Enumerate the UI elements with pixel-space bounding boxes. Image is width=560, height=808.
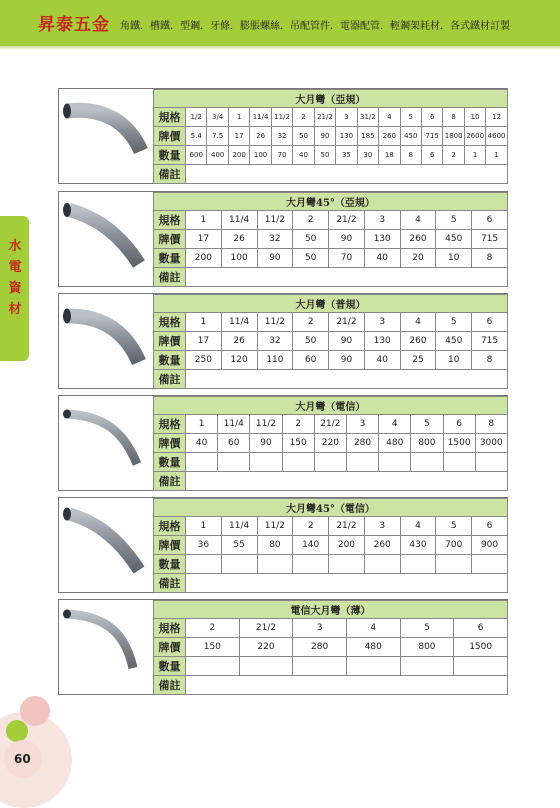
quantity-cell: [379, 453, 411, 472]
quantity-cell: 50: [293, 249, 329, 268]
spec-cell: 3/4: [207, 108, 228, 127]
pipe-bend-image: [59, 89, 153, 183]
row-label-price: 牌價: [154, 332, 186, 351]
spec-cell: 11/4: [221, 517, 257, 536]
row-label-note: 備註: [154, 268, 186, 287]
table-title: 大月彎（普規）: [154, 295, 508, 313]
note-cell: [186, 370, 508, 389]
quantity-cell: [364, 555, 400, 574]
quantity-cell: [346, 657, 400, 676]
spec-cell: 11/4: [250, 108, 271, 127]
row-label-note: 備註: [154, 165, 186, 184]
quantity-cell: 200: [228, 146, 249, 165]
price-cell: 60: [218, 434, 250, 453]
price-cell: 140: [293, 536, 329, 555]
spec-cell: 8: [475, 415, 507, 434]
quantity-cell: 2: [443, 146, 464, 165]
quantity-cell: 10: [436, 249, 472, 268]
quantity-cell: 250: [186, 351, 222, 370]
spec-cell: 1: [186, 211, 222, 230]
row-label-spec: 規格: [154, 313, 186, 332]
price-cell: 50: [293, 127, 314, 146]
price-cell: 200: [329, 536, 365, 555]
quantity-cell: 18: [379, 146, 400, 165]
price-cell: 260: [364, 536, 400, 555]
quantity-cell: 70: [271, 146, 292, 165]
price-cell: 1500: [443, 434, 475, 453]
quantity-cell: 8: [400, 146, 421, 165]
spec-table: [153, 498, 508, 593]
note-cell: [186, 268, 508, 287]
row-label-spec: 規格: [154, 211, 186, 230]
spec-cell: 11/2: [257, 313, 293, 332]
product-block: [58, 497, 508, 593]
price-cell: 50: [293, 332, 329, 351]
quantity-cell: [186, 453, 218, 472]
spec-cell: 10: [464, 108, 485, 127]
spec-cell: 11/2: [257, 517, 293, 536]
spec-cell: 11/4: [221, 313, 257, 332]
quantity-cell: 100: [250, 146, 271, 165]
quantity-cell: 70: [329, 249, 365, 268]
price-cell: 715: [421, 127, 442, 146]
price-cell: 36: [186, 536, 222, 555]
row-label-qty: 數量: [154, 351, 186, 370]
price-cell: 450: [400, 127, 421, 146]
row-label-spec: 規格: [154, 108, 186, 127]
quantity-cell: [443, 453, 475, 472]
spec-cell: 5: [411, 415, 443, 434]
spec-cell: 3: [346, 415, 378, 434]
quantity-cell: [475, 453, 507, 472]
spec-cell: 11/2: [250, 415, 282, 434]
price-cell: 32: [271, 127, 292, 146]
price-cell: 26: [221, 230, 257, 249]
quantity-cell: [186, 657, 240, 676]
price-cell: 17: [186, 332, 222, 351]
quantity-cell: [257, 555, 293, 574]
row-label-qty: 數量: [154, 657, 186, 676]
table-title: 大月彎45°（電信）: [154, 499, 508, 517]
spec-cell: 21/2: [329, 517, 365, 536]
row-label-qty: 數量: [154, 249, 186, 268]
table-title: 大月彎45°（亞規）: [154, 193, 508, 211]
row-label-spec: 規格: [154, 415, 186, 434]
quantity-cell: 8: [472, 351, 508, 370]
quantity-cell: [400, 555, 436, 574]
quantity-cell: 90: [257, 249, 293, 268]
price-cell: 480: [379, 434, 411, 453]
spec-cell: 31/2: [357, 108, 378, 127]
spec-cell: 21/2: [314, 108, 335, 127]
price-cell: 90: [329, 230, 365, 249]
spec-cell: 6: [472, 517, 508, 536]
table-title: 大月彎（電信）: [154, 397, 508, 415]
spec-cell: 11/4: [218, 415, 250, 434]
quantity-cell: 40: [293, 146, 314, 165]
header-shadow: [0, 46, 560, 50]
quantity-cell: [186, 555, 222, 574]
price-cell: 260: [400, 332, 436, 351]
price-cell: 150: [282, 434, 314, 453]
spec-cell: 8: [443, 108, 464, 127]
quantity-cell: [454, 657, 508, 676]
row-label-note: 備註: [154, 370, 186, 389]
price-cell: 32: [257, 230, 293, 249]
row-label-price: 牌價: [154, 638, 186, 657]
quantity-cell: [400, 657, 454, 676]
quantity-cell: [329, 555, 365, 574]
pipe-bend-image: [59, 498, 153, 592]
side-tab-label: 水電資材: [8, 239, 22, 317]
price-cell: 480: [346, 638, 400, 657]
price-cell: 715: [472, 332, 508, 351]
quantity-cell: [293, 657, 347, 676]
price-cell: 260: [379, 127, 400, 146]
price-cell: 130: [364, 332, 400, 351]
spec-cell: 4: [400, 517, 436, 536]
quantity-cell: [293, 555, 329, 574]
price-cell: 7.5: [207, 127, 228, 146]
spec-cell: 21/2: [239, 619, 293, 638]
quantity-cell: [221, 555, 257, 574]
quantity-cell: [314, 453, 346, 472]
row-label-note: 備註: [154, 472, 186, 491]
price-cell: 450: [436, 230, 472, 249]
table-title: 大月彎（亞規）: [154, 90, 508, 108]
spec-cell: 2: [186, 619, 240, 638]
quantity-cell: 120: [221, 351, 257, 370]
spec-cell: 11/2: [257, 211, 293, 230]
price-cell: 220: [314, 434, 346, 453]
spec-cell: 1: [186, 517, 222, 536]
product-block: [58, 88, 508, 184]
price-cell: 55: [221, 536, 257, 555]
price-cell: 260: [400, 230, 436, 249]
price-cell: 80: [257, 536, 293, 555]
spec-cell: 2: [293, 108, 314, 127]
quantity-cell: 35: [336, 146, 357, 165]
pipe-bend-image: [59, 192, 153, 286]
quantity-cell: 40: [364, 249, 400, 268]
spec-cell: 6: [472, 313, 508, 332]
quantity-cell: 40: [364, 351, 400, 370]
spec-cell: 5: [400, 108, 421, 127]
header-tagline: 角鐵．槽鐵．型鋼．牙條．膨脹螺絲．吊配管件．電器配管．輕鋼架耗材．各式鐵材訂製: [120, 21, 510, 32]
pipe-bend-image: [59, 396, 153, 490]
spec-cell: 4: [400, 211, 436, 230]
price-cell: 185: [357, 127, 378, 146]
price-cell: 17: [228, 127, 249, 146]
quantity-cell: 400: [207, 146, 228, 165]
quantity-cell: 6: [421, 146, 442, 165]
quantity-cell: 20: [400, 249, 436, 268]
price-cell: 430: [400, 536, 436, 555]
price-cell: 26: [250, 127, 271, 146]
quantity-cell: [250, 453, 282, 472]
price-cell: 32: [257, 332, 293, 351]
spec-cell: 1: [186, 313, 222, 332]
product-block: [58, 191, 508, 287]
quantity-cell: [472, 555, 508, 574]
note-cell: [186, 472, 508, 491]
quantity-cell: [218, 453, 250, 472]
spec-cell: 2: [293, 517, 329, 536]
note-cell: [186, 676, 508, 695]
spec-cell: 2: [293, 211, 329, 230]
quantity-cell: 10: [436, 351, 472, 370]
spec-cell: 6: [443, 415, 475, 434]
quantity-cell: 110: [257, 351, 293, 370]
quantity-cell: 100: [221, 249, 257, 268]
spec-cell: 2: [293, 313, 329, 332]
quantity-cell: 600: [186, 146, 207, 165]
note-cell: [186, 165, 508, 184]
quantity-cell: 200: [186, 249, 222, 268]
spec-cell: 5: [436, 313, 472, 332]
price-cell: 3000: [475, 434, 507, 453]
spec-cell: 1: [228, 108, 249, 127]
spec-cell: 11/4: [221, 211, 257, 230]
brand-name: 昇泰五金: [38, 15, 110, 35]
spec-cell: 3: [364, 517, 400, 536]
quantity-cell: 1: [464, 146, 485, 165]
price-cell: 800: [400, 638, 454, 657]
price-cell: 90: [250, 434, 282, 453]
quantity-cell: [346, 453, 378, 472]
spec-cell: 1: [186, 415, 218, 434]
spec-cell: 21/2: [329, 211, 365, 230]
row-label-spec: 規格: [154, 517, 186, 536]
row-label-note: 備註: [154, 676, 186, 695]
price-cell: 220: [239, 638, 293, 657]
price-cell: 1800: [443, 127, 464, 146]
note-cell: [186, 574, 508, 593]
spec-cell: 21/2: [314, 415, 346, 434]
table-title: 電信大月彎（薄）: [154, 601, 508, 619]
price-cell: 50: [293, 230, 329, 249]
spec-cell: 12: [486, 108, 507, 127]
row-label-price: 牌價: [154, 230, 186, 249]
price-cell: 90: [329, 332, 365, 351]
spec-table: [153, 396, 508, 491]
price-cell: 1500: [454, 638, 508, 657]
spec-cell: 3: [293, 619, 347, 638]
quantity-cell: 1: [486, 146, 507, 165]
spec-cell: 5: [400, 619, 454, 638]
price-cell: 17: [186, 230, 222, 249]
price-cell: 450: [436, 332, 472, 351]
spec-cell: 3: [364, 313, 400, 332]
price-cell: 2600: [464, 127, 485, 146]
row-label-note: 備註: [154, 574, 186, 593]
spec-table: [153, 600, 508, 695]
spec-cell: 5: [436, 211, 472, 230]
quantity-cell: 25: [400, 351, 436, 370]
price-cell: 4600: [486, 127, 507, 146]
page-number: 60: [14, 752, 31, 766]
price-cell: 280: [346, 434, 378, 453]
deco-circle-green: [6, 720, 28, 742]
spec-cell: 4: [379, 108, 400, 127]
spec-cell: 4: [379, 415, 411, 434]
spec-table: [153, 89, 508, 184]
spec-cell: 1/2: [186, 108, 207, 127]
quantity-cell: [436, 555, 472, 574]
row-label-qty: 數量: [154, 555, 186, 574]
spec-cell: 11/2: [271, 108, 292, 127]
spec-cell: 2: [282, 415, 314, 434]
spec-cell: 6: [421, 108, 442, 127]
row-label-price: 牌價: [154, 434, 186, 453]
price-cell: 800: [411, 434, 443, 453]
price-cell: 40: [186, 434, 218, 453]
spec-cell: 4: [346, 619, 400, 638]
product-block: [58, 395, 508, 491]
row-label-spec: 規格: [154, 619, 186, 638]
row-label-qty: 數量: [154, 146, 186, 165]
spec-table: [153, 192, 508, 287]
quantity-cell: [411, 453, 443, 472]
pipe-bend-image: [59, 600, 153, 694]
quantity-cell: 30: [357, 146, 378, 165]
row-label-price: 牌價: [154, 536, 186, 555]
price-cell: 130: [336, 127, 357, 146]
spec-cell: 3: [364, 211, 400, 230]
spec-cell: 6: [472, 211, 508, 230]
spec-cell: 21/2: [329, 313, 365, 332]
price-cell: 150: [186, 638, 240, 657]
product-block: [58, 293, 508, 389]
price-cell: 5.4: [186, 127, 207, 146]
quantity-cell: [239, 657, 293, 676]
spec-cell: 5: [436, 517, 472, 536]
spec-cell: 4: [400, 313, 436, 332]
quantity-cell: 90: [329, 351, 365, 370]
price-cell: 26: [221, 332, 257, 351]
price-cell: 715: [472, 230, 508, 249]
quantity-cell: 50: [314, 146, 335, 165]
quantity-cell: 8: [472, 249, 508, 268]
price-cell: 90: [314, 127, 335, 146]
price-cell: 280: [293, 638, 347, 657]
deco-circle-pink: [20, 696, 50, 726]
spec-cell: 6: [454, 619, 508, 638]
spec-cell: 3: [336, 108, 357, 127]
product-block: [58, 599, 508, 695]
quantity-cell: 60: [293, 351, 329, 370]
price-cell: 700: [436, 536, 472, 555]
quantity-cell: [282, 453, 314, 472]
price-cell: 900: [472, 536, 508, 555]
row-label-price: 牌價: [154, 127, 186, 146]
spec-table: [153, 294, 508, 389]
row-label-qty: 數量: [154, 453, 186, 472]
price-cell: 130: [364, 230, 400, 249]
pipe-bend-image: [59, 294, 153, 388]
